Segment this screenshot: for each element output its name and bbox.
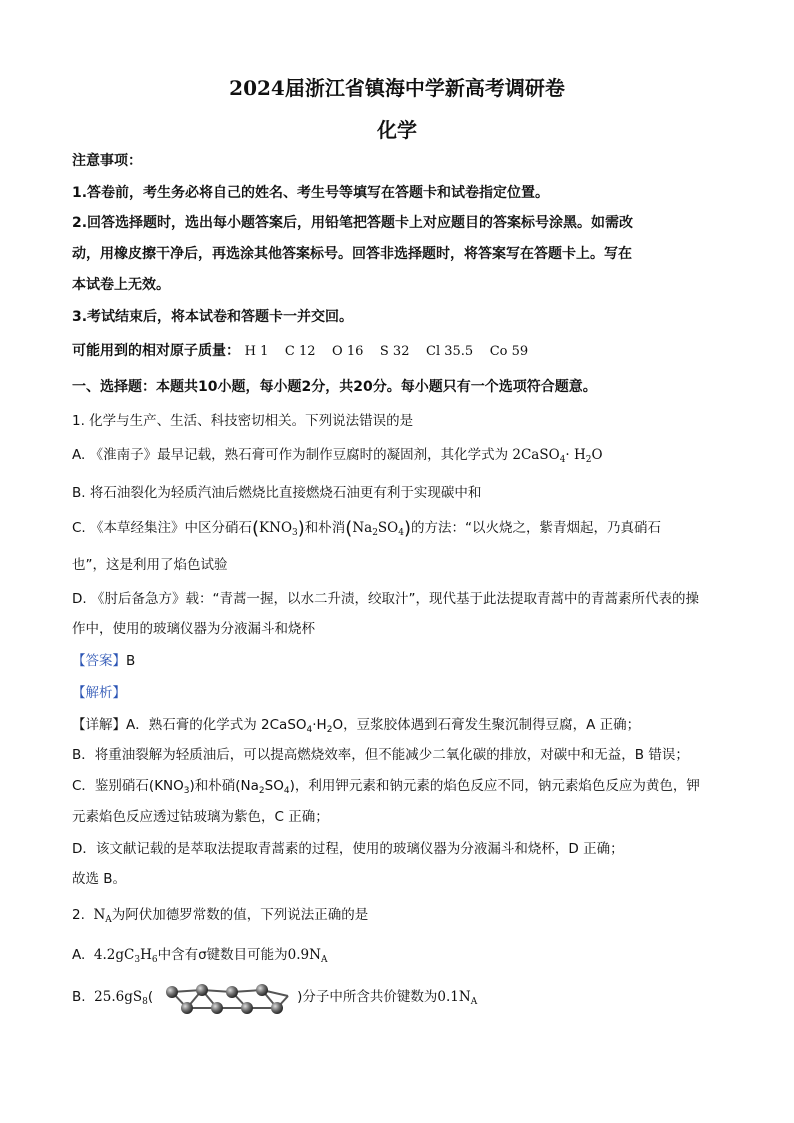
notice-item-3: 3.考试结束后，将本试卷和答题卡一并交回。 <box>72 309 354 325</box>
notice-item-2-line-2: 动，用橡皮擦干净后，再选涂其他答案标号。回答非选择题时，将答案写在答题卡上。写在 <box>72 246 632 262</box>
detail-d: D．该文献记载的是萃取法提取青蒿素的过程，使用的玻璃仪器为分液漏斗和烧杯，D 正确； <box>72 841 624 857</box>
sulfur-atom <box>256 984 268 996</box>
question-2-option-b: B. $25.6gS_8$( )分子中所含共价键数为$0.1N_A$ <box>72 989 478 1007</box>
atomic-masses-values: H 1 C 12 O 16 S 32 Cl 35.5 Co 59 <box>244 344 529 359</box>
sulfur-atom <box>211 1002 223 1014</box>
question-1-option-a: A. 《淮南子》最早记载，熟石膏可作为制作豆腐时的凝固剂，其化学式为 2CaSO$_4$· $H_2O$ <box>72 447 603 465</box>
question-1-option-b: B. 将石油裂化为轻质汽油后燃烧比直接燃烧石油更有利于实现碳中和 <box>72 485 482 501</box>
detail-tag: 【详解】 <box>72 717 126 733</box>
analysis-line <box>72 684 732 702</box>
question-1-option-c: C. 《本草经集注》中区分硝石$(KNO_3)$和朴消$(Na_2SO_4)$的方法：“以火烧之，紫青烟起，乃真硝石 <box>72 518 662 539</box>
notice-item-2-line-1: 2.回答选择题时，选出每小题答案后，用铅笔把答题卡上对应题目的答案标号涂黑。如需改 <box>72 215 634 231</box>
sulfur-atom <box>196 984 208 996</box>
s8-molecule-diagram <box>160 982 300 1016</box>
atomic-masses <box>72 342 732 361</box>
answer-value: B <box>126 653 136 669</box>
detail-c-line-2: 元素焰色反应透过钴玻璃为紫色，C 正确； <box>72 809 329 825</box>
subject-title: 化学 <box>377 118 417 142</box>
analysis-tag: 【解析】 <box>72 685 126 701</box>
sulfur-atom <box>241 1002 253 1014</box>
sulfur-atom <box>181 1002 193 1014</box>
answer-tag: 【答案】 <box>72 653 126 669</box>
notice-item-1: 1.答卷前，考生务必将自己的姓名、考生号等填写在答题卡和试卷指定位置。 <box>72 185 550 201</box>
exam-title: 2024届浙江省镇海中学新高考调研卷 <box>229 76 565 100</box>
question-1-option-d-line-1: D. 《肘后备急方》载：“青蒿一握，以水二升渍，绞取汁”，现代基于此法提取青蒿中的青蒿素所代表的操 <box>72 591 699 607</box>
question-1-stem: 1. 化学与生产、生活、科技密切相关。下列说法错误的是 <box>72 413 414 429</box>
question-2-option-a: A. $4.2gC_3H_6$中含有σ键数目可能为$0.9N_A$ <box>72 947 328 965</box>
question-2-stem: 2. $N_A$为阿伏加德罗常数的值，下列说法正确的是 <box>72 907 369 925</box>
detail-b: B．将重油裂解为轻质油后，可以提高燃烧效率，但不能减少二氧化碳的排放，对碳中和无益，B 错误； <box>72 747 689 763</box>
formula-gypsum: 2CaSO$_4$· $H_2O$ <box>512 447 603 465</box>
atomic-masses-label: 可能用到的相对原子质量： <box>72 343 240 359</box>
question-1-option-d-line-2: 作中，使用的玻璃仪器为分液漏斗和烧杯 <box>72 621 315 637</box>
sulfur-atom <box>271 1002 283 1014</box>
question-1-option-c-line-2: 也”，这是利用了焰色试验 <box>72 557 228 573</box>
notice-item-2-line-3: 本试卷上无效。 <box>72 277 170 293</box>
notice-heading: 注意事项： <box>72 153 142 169</box>
section-1-heading: 一、选择题：本题共10小题，每小题2分，共20分。每小题只有一个选项符合题意。 <box>72 379 597 395</box>
detail-conclusion: 故选 B。 <box>72 871 127 887</box>
sulfur-atom <box>226 986 238 998</box>
answer-line <box>72 652 732 670</box>
detail-c: C．鉴别硝石$(KNO_3)$和朴硝$(Na_2SO_4)$，利用钾元素和钠元素的焰色反应不同，钠元素焰色反应为黄色，钾 <box>72 778 700 796</box>
sulfur-atom <box>166 986 178 998</box>
detail-a: 【详解】A．熟石膏的化学式为 $2CaSO_4\cdot H_2O$，豆浆胶体遇到石膏发生聚沉制得豆腐，A 正确； <box>72 717 641 735</box>
